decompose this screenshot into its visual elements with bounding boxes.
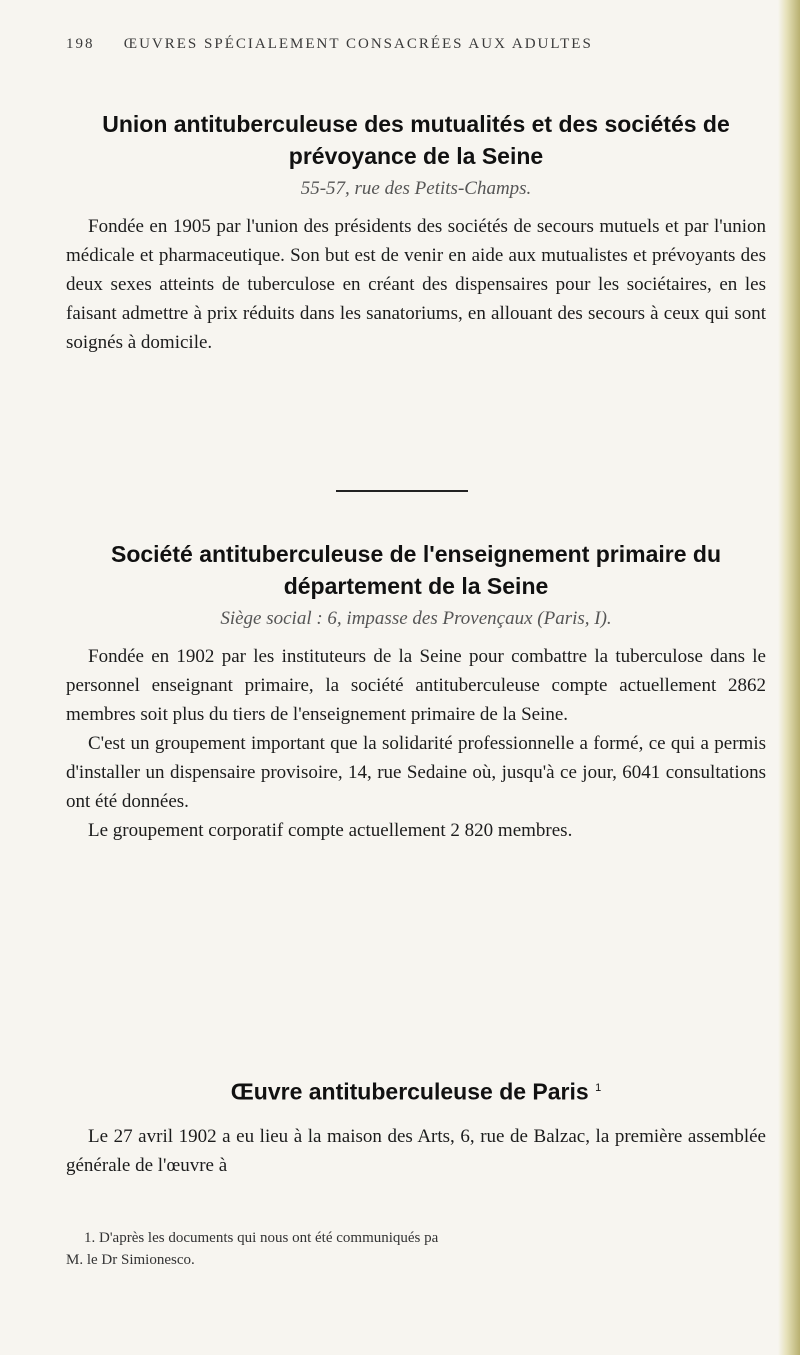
paragraph: Fondée en 1902 par les instituteurs de la Seine pour combattre la tuberculose dans le personnel enseignant primaire, la société antituberculeuse compte actuellement 2862 membres soit plus du tiers de l'enseignement primaire de la Seine. — [66, 646, 766, 725]
running-head-title: ŒUVRES SPÉCIALEMENT CONSACRÉES AUX ADULTES — [123, 36, 593, 52]
paragraph: Fondée en 1905 par l'union des présidents des sociétés de secours mutuels et par l'union médicale et pharmaceutique. Son but est de venir en aide aux mutualistes et prévoyants des deux sexes atteints de tuberculose en créant des dispensaires pour les sociétaires, en les faisant admettre à prix réduits dans les sanatoriums, en allouant des secours à ceux qui sont soignés à domicile. — [66, 216, 766, 353]
page-number: 198 — [66, 36, 95, 52]
running-head — [66, 36, 766, 53]
section-union-antituberculeuse — [66, 108, 766, 357]
section-title: Union antituberculeuse des mutualités et des sociétés de prévoyance de la Seine — [102, 111, 730, 169]
section-societe-enseignement — [66, 538, 766, 845]
paragraph: C'est un groupement important que la solidarité professionnelle a formé, ce qui a permis d'installer un dispensaire provisoire, 14, rue Sedaine où, jusqu'à ce jour, 6041 consultations ont été données. — [66, 733, 766, 812]
section-address: 55-57, rue des Petits-Champs. — [300, 178, 532, 199]
section-divider — [336, 490, 468, 492]
section-address: Siège social : 6, impasse des Provençaux (Paris, I). — [220, 608, 612, 629]
footnote-text: 1. D'après les documents qui nous ont été communiqués pa — [84, 1230, 439, 1246]
footnote-continuation: M. le Dr Simionesco. — [66, 1252, 195, 1268]
section-oeuvre-paris — [66, 1072, 766, 1180]
section-title — [66, 1072, 766, 1108]
page-edge-shading — [778, 0, 800, 1355]
footnote — [66, 1227, 766, 1271]
paragraph: Le 27 avril 1902 a eu lieu à la maison des Arts, 6, rue de Balzac, la première assemblée générale de l'œuvre à — [66, 1125, 766, 1176]
section-title: Société antituberculeuse de l'enseignement primaire du département de la Seine — [110, 541, 722, 599]
footnote-marker: 1 — [595, 1082, 602, 1094]
section-title-text: Œuvre antituberculeuse de Paris — [230, 1078, 589, 1105]
paragraph: Le groupement corporatif compte actuellement 2 820 membres. — [88, 820, 573, 841]
